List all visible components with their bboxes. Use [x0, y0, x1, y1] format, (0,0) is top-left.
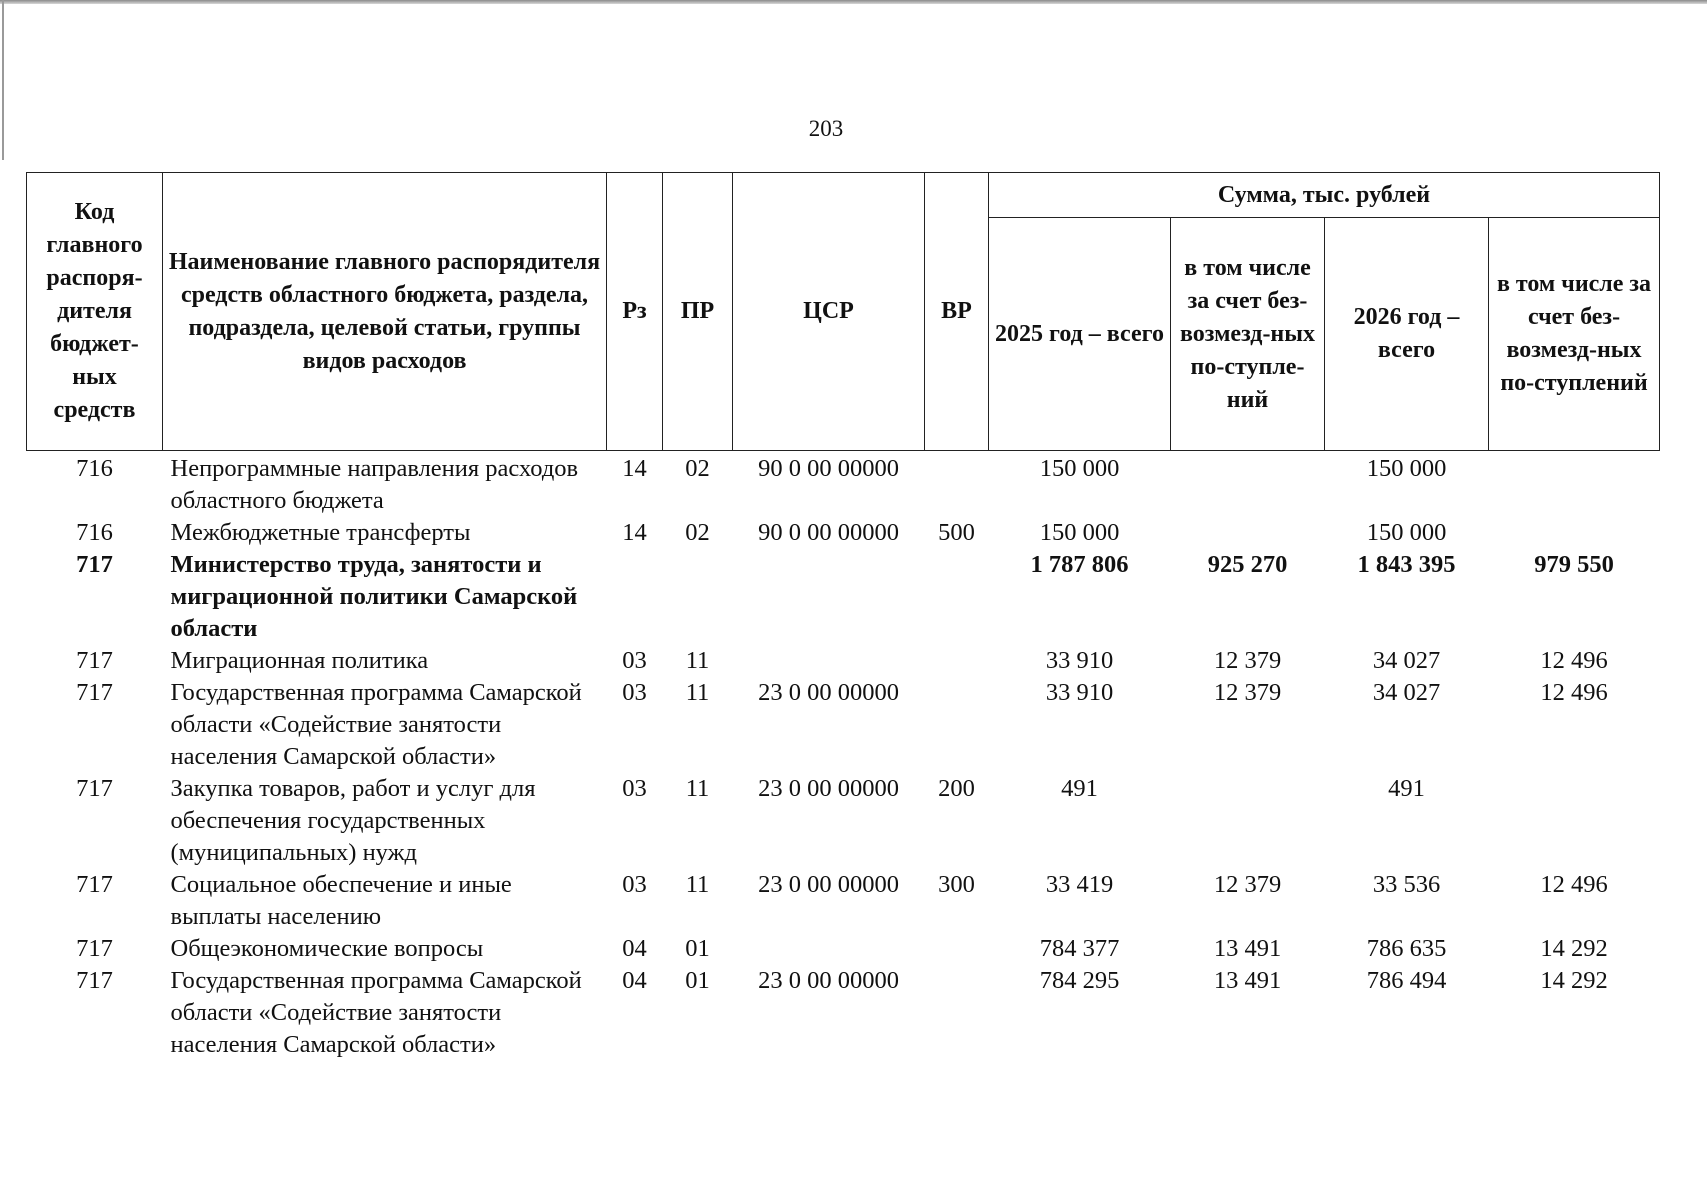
- cell-csr: [733, 933, 925, 965]
- scan-left-edge: [2, 0, 4, 160]
- cell-csr: 23 0 00 00000: [758, 967, 899, 994]
- cell-code: 717: [76, 967, 113, 994]
- header-vr: ВР: [925, 173, 989, 451]
- cell-y2025-total: 1 787 806: [1030, 551, 1129, 578]
- header-2025-total: 2025 год – всего: [989, 218, 1171, 451]
- cell-code: 717: [76, 935, 113, 962]
- cell-pr: 11: [685, 775, 710, 802]
- cell-pr: 11: [685, 679, 710, 706]
- cell-vr: [925, 451, 989, 518]
- table-row: [27, 517, 1660, 549]
- cell-y2025-total: 33 910: [1045, 647, 1114, 674]
- cell-vr: 200: [938, 775, 975, 802]
- cell-vr: [925, 549, 989, 645]
- table-row: [27, 451, 1660, 518]
- cell-y2025-total: 150 000: [1039, 455, 1120, 482]
- cell-y2025-total: 33 419: [1045, 871, 1114, 898]
- cell-y2025-total: 784 295: [1039, 967, 1120, 994]
- header-2025-free: в том числе за счет без-возмезд-ных по-ступле-ний: [1171, 218, 1325, 451]
- cell-rz: [607, 549, 663, 645]
- cell-vr: [925, 965, 989, 1061]
- cell-csr: 23 0 00 00000: [758, 775, 899, 802]
- header-sum-group: Сумма, тыс. рублей: [989, 173, 1660, 218]
- cell-code: 717: [76, 871, 113, 898]
- cell-pr: 11: [685, 871, 710, 898]
- cell-name: Общеэкономические вопросы: [170, 935, 484, 962]
- cell-y2026-free: [1489, 773, 1660, 869]
- cell-csr: 90 0 00 00000: [758, 519, 899, 546]
- cell-y2025-free: 13 491: [1213, 935, 1282, 962]
- cell-pr: 01: [685, 967, 710, 994]
- cell-y2025-total: 491: [1061, 775, 1098, 802]
- cell-y2026-total: 34 027: [1372, 679, 1441, 706]
- cell-name: Министерство труда, занятости и миграционной политики Самарской области: [170, 551, 578, 642]
- table-row: [27, 677, 1660, 773]
- cell-pr: 11: [685, 647, 710, 674]
- table-row: [27, 869, 1660, 933]
- table-body: [27, 451, 1660, 1062]
- cell-y2025-total: 33 910: [1045, 679, 1114, 706]
- header-pr: ПР: [663, 173, 733, 451]
- cell-csr: [733, 549, 925, 645]
- cell-y2025-free: [1171, 451, 1325, 518]
- cell-code: 717: [76, 647, 113, 674]
- cell-rz: 04: [622, 935, 647, 962]
- cell-y2026-total: 33 536: [1372, 871, 1441, 898]
- cell-csr: 23 0 00 00000: [758, 871, 899, 898]
- table-row: [27, 645, 1660, 677]
- cell-csr: 90 0 00 00000: [758, 455, 899, 482]
- header-csr: ЦСР: [733, 173, 925, 451]
- cell-name: Непрограммные направления расходов областного бюджета: [170, 455, 579, 514]
- cell-code: 717: [76, 679, 113, 706]
- header-rz: Рз: [607, 173, 663, 451]
- cell-y2025-free: [1171, 517, 1325, 549]
- cell-name: Социальное обеспечение и иные выплаты населению: [170, 871, 512, 930]
- table-row: [27, 549, 1660, 645]
- cell-y2026-total: 150 000: [1366, 519, 1447, 546]
- cell-rz: 14: [622, 455, 647, 482]
- header-name: Наименование главного распорядителя средств областного бюджета, раздела, подраздела, целевой статьи, группы видов расходов: [163, 173, 607, 451]
- cell-y2025-free: 12 379: [1213, 871, 1282, 898]
- table-row: [27, 965, 1660, 1061]
- cell-csr: [733, 645, 925, 677]
- cell-y2026-free: 14 292: [1540, 967, 1608, 994]
- cell-pr: 02: [685, 519, 710, 546]
- cell-code: 717: [76, 551, 113, 578]
- table-header: [27, 173, 1660, 451]
- header-2026-total: 2026 год – всего: [1325, 218, 1489, 451]
- cell-pr: 01: [685, 935, 710, 962]
- cell-y2025-free: 12 379: [1213, 679, 1282, 706]
- cell-y2025-total: 784 377: [1039, 935, 1120, 962]
- cell-y2025-free: 12 379: [1213, 647, 1282, 674]
- cell-y2026-free: [1489, 517, 1660, 549]
- cell-y2026-free: 12 496: [1540, 647, 1608, 674]
- cell-y2025-free: 13 491: [1213, 967, 1282, 994]
- cell-code: 716: [76, 455, 113, 482]
- cell-y2026-total: 34 027: [1372, 647, 1441, 674]
- cell-y2026-total: 786 494: [1366, 967, 1447, 994]
- budget-table: [26, 172, 1660, 1061]
- cell-name: Межбюджетные трансферты: [170, 519, 471, 546]
- cell-vr: [925, 677, 989, 773]
- cell-y2025-free: [1171, 773, 1325, 869]
- cell-y2026-free: 979 550: [1534, 551, 1614, 578]
- cell-y2025-free: 925 270: [1207, 551, 1288, 578]
- cell-pr: [663, 549, 733, 645]
- header-2026-free: в том числе за счет без-возмезд-ных по-ступлений: [1489, 218, 1660, 451]
- cell-name: Миграционная политика: [170, 647, 429, 674]
- page-number: 203: [808, 116, 844, 141]
- cell-vr: [925, 933, 989, 965]
- cell-code: 716: [76, 519, 113, 546]
- cell-y2026-total: 491: [1388, 775, 1425, 802]
- cell-y2026-free: [1489, 451, 1660, 518]
- cell-y2025-total: 150 000: [1039, 519, 1120, 546]
- cell-vr: 300: [938, 871, 975, 898]
- cell-y2026-free: 12 496: [1540, 679, 1608, 706]
- cell-pr: 02: [685, 455, 710, 482]
- cell-y2026-free: 14 292: [1540, 935, 1608, 962]
- table-row: [27, 773, 1660, 869]
- cell-rz: 04: [622, 967, 647, 994]
- cell-y2026-total: 1 843 395: [1357, 551, 1456, 578]
- cell-y2026-total: 150 000: [1366, 455, 1447, 482]
- scan-top-edge: [0, 0, 1707, 4]
- cell-rz: 03: [622, 679, 647, 706]
- header-code: Код главного распоря-дителя бюджет-ных средств: [27, 173, 163, 451]
- cell-rz: 03: [622, 775, 647, 802]
- cell-name: Государственная программа Самарской области «Содействие занятости населения Самарской области»: [170, 679, 582, 770]
- cell-y2026-free: 12 496: [1540, 871, 1608, 898]
- cell-code: 717: [76, 775, 113, 802]
- table-row: [27, 933, 1660, 965]
- cell-vr: [925, 645, 989, 677]
- cell-rz: 03: [622, 871, 647, 898]
- cell-name: Государственная программа Самарской области «Содействие занятости населения Самарской области»: [170, 967, 582, 1058]
- cell-name: Закупка товаров, работ и услуг для обеспечения государственных (муниципальных) нужд: [170, 775, 536, 866]
- cell-vr: 500: [938, 519, 975, 546]
- cell-csr: 23 0 00 00000: [758, 679, 899, 706]
- cell-rz: 14: [622, 519, 647, 546]
- cell-rz: 03: [622, 647, 647, 674]
- cell-y2026-total: 786 635: [1366, 935, 1447, 962]
